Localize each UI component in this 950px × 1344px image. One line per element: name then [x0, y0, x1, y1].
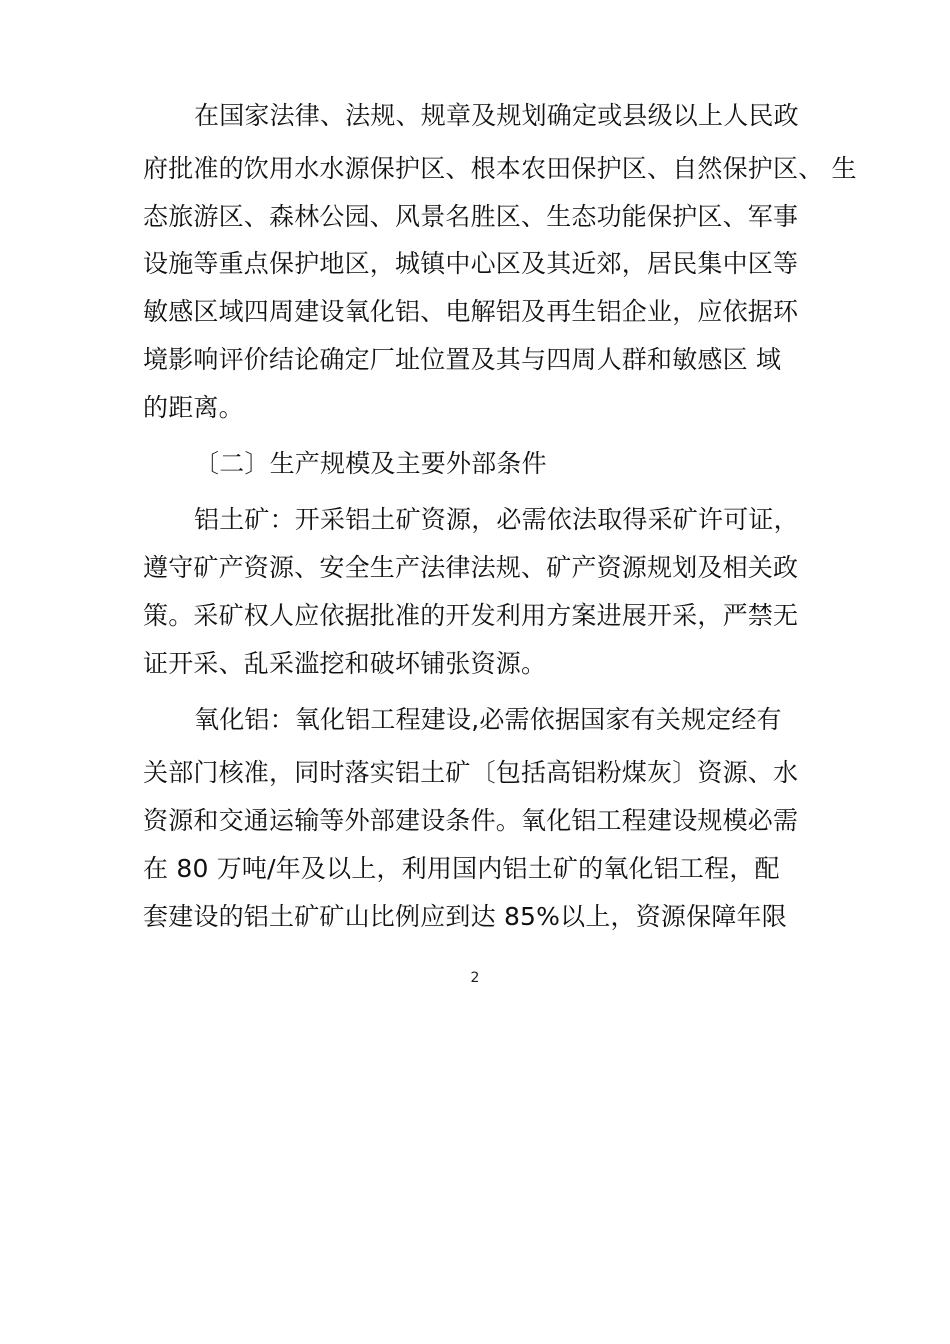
text-line: 策。采矿权人应依据批准的开发利用方案进展开采，严禁无: [143, 601, 799, 630]
text-line: 关部门核准，同时落实铝土矿〔包括高铝粉煤灰〕资源、水: [143, 758, 799, 787]
section-heading: 〔二〕生产规模及主要外部条件: [194, 449, 547, 478]
text-line: 套建设的铝土矿矿山比例应到达 85%以上，资源保障年限: [143, 902, 787, 931]
text-line: 氧化铝：氧化铝工程建设,必需依据国家有关规定经有: [194, 705, 782, 734]
text-line: 敏感区域四周建设氧化铝、电解铝及再生铝企业，应依据环: [143, 297, 799, 326]
text-line: 境影响评价结论确定厂址位置及其与四周人群和敏感区 域: [143, 345, 782, 374]
text-line: 态旅游区、森林公园、风景名胜区、生态功能保护区、军事: [143, 202, 799, 231]
text-line: 铝土矿：开采铝土矿资源，必需依法取得采矿许可证，: [194, 505, 799, 534]
page-number: 2: [470, 970, 480, 986]
text-line: 证开采、乱采滥挖和破坏铺张资源。: [143, 649, 547, 678]
text-line: 设施等重点保护地区，城镇中心区及其近郊，居民集中区等: [143, 249, 799, 278]
text-line: 资源和交通运输等外部建设条件。氧化铝工程建设规模必需: [143, 806, 799, 835]
text-line: 的距离。: [143, 393, 244, 422]
text-line: 在 80 万吨/年及以上，利用国内铝土矿的氧化铝工程，配: [143, 854, 780, 883]
text-line: 在国家法律、法规、规章及规划确定或县级以上人民政: [194, 101, 799, 130]
text-line: 府批准的饮用水水源保护区、根本农田保护区、自然保护区、 生: [143, 154, 857, 183]
text-line: 遵守矿产资源、安全生产法律法规、矿产资源规划及相关政: [143, 553, 799, 582]
